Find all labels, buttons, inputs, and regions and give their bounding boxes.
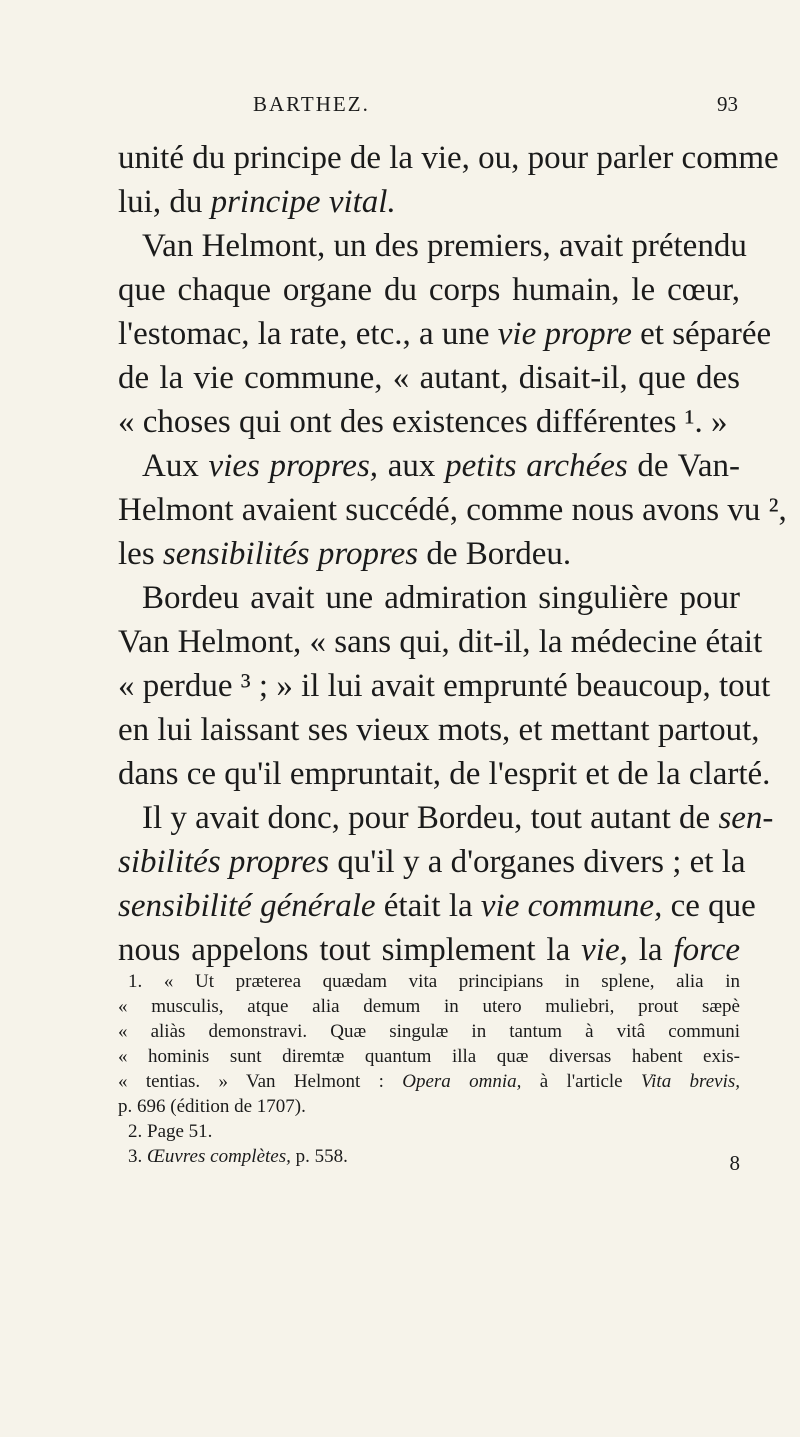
text-line: sensibilité générale était la vie commune, ce que [118,888,756,924]
text-line: l'estomac, la rate, etc., a une vie propre et séparée [118,316,772,352]
text-line: « choses qui ont des existences différentes ¹. » [118,404,728,440]
text-line: en lui laissant ses vieux mots, et mettant partout, [118,712,760,748]
footnote-line: « hominis sunt diremtæ quantum illa quæ diversas habent exis- [118,1046,740,1067]
text-line: sibilités propres qu'il y a d'organes divers ; et la [118,844,746,880]
footnote-line: « tentias. » Van Helmont : Opera omnia, à l'article Vita brevis, [118,1071,740,1092]
signature-mark: 8 [729,1151,740,1175]
text-line: Helmont avaient succédé, comme nous avons vu ², [118,492,787,528]
footnote-line: p. 696 (édition de 1707). [118,1096,306,1117]
text-line: Van Helmont, un des premiers, avait prétendu [142,228,747,264]
text-line: lui, du principe vital. [118,184,396,220]
footnote-line: « aliàs demonstravi. Quæ singulæ in tantum à vitâ communi [118,1021,740,1042]
text-line: de la vie commune, « autant, disait-il, que des [118,360,740,396]
text-line: « perdue ³ ; » il lui avait emprunté beaucoup, tout [118,668,771,704]
footnotes [118,969,740,1169]
text-line: les sensibilités propres de Bordeu. [118,536,572,572]
page-number: 93 [717,92,738,116]
running-title: BARTHEZ. [253,92,370,116]
text-line: Aux vies propres, aux petits archées de Van- [142,448,740,484]
footnote-line: 2. Page 51. [128,1121,213,1142]
text-line: que chaque organe du corps humain, le cœur, [118,272,740,308]
text-line: Bordeu avait une admiration singulière pour [142,580,740,616]
text-line: dans ce qu'il empruntait, de l'esprit et de la clarté. [118,756,771,792]
footnote-line: « musculis, atque alia demum in utero muliebri, prout sæpè [118,996,740,1017]
text-line: Il y avait donc, pour Bordeu, tout autant de sen- [142,800,774,836]
text-line: unité du principe de la vie, ou, pour parler comme [118,140,779,176]
body-text [118,136,787,972]
footnote-line: 1. « Ut præterea quædam vita principians in splene, alia in [128,971,740,992]
footnote-line: 3. Œuvres complètes, p. 558. [128,1146,348,1167]
text-line: nous appelons tout simplement la vie, la force [118,932,740,968]
page-header [118,92,738,122]
text-line: Van Helmont, « sans qui, dit-il, la médecine était [118,624,763,660]
